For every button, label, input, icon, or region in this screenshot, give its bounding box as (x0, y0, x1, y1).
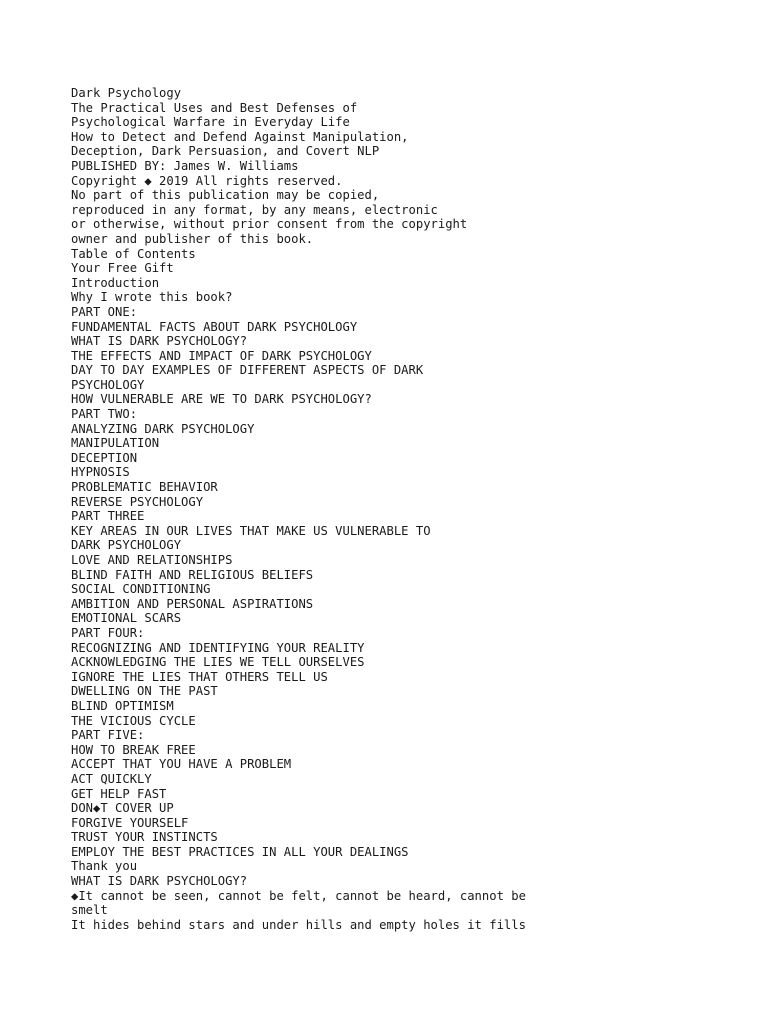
text-line: PUBLISHED BY: James W. Williams (71, 158, 299, 173)
text-line: HYPNOSIS (71, 465, 130, 480)
text-line: PART FIVE: (71, 728, 145, 743)
text-line: SOCIAL CONDITIONING (71, 582, 211, 597)
text-line: WHAT IS DARK PSYCHOLOGY? (71, 874, 248, 889)
text-line: FORGIVE YOURSELF (71, 815, 189, 830)
text-line: The Practical Uses and Best Defenses of (71, 100, 358, 115)
text-line: PROBLEMATIC BEHAVIOR (71, 480, 218, 495)
text-line: BLIND OPTIMISM (71, 698, 174, 713)
text-line: Thank you (71, 859, 138, 874)
text-line: How to Detect and Defend Against Manipulation, (71, 129, 409, 144)
text-line: DAY TO DAY EXAMPLES OF DIFFERENT ASPECTS OF DARK (71, 363, 424, 378)
text-line: ACCEPT THAT YOU HAVE A PROBLEM (71, 757, 292, 772)
text-line: Deception, Dark Persuasion, and Covert NLP (71, 144, 380, 159)
text-line: HOW VULNERABLE ARE WE TO DARK PSYCHOLOGY? (71, 392, 372, 407)
text-line: BLIND FAITH AND RELIGIOUS BELIEFS (71, 567, 314, 582)
text-line: No part of this publication may be copied, (71, 188, 380, 203)
text-line: Your Free Gift (71, 261, 174, 276)
text-line: Copyright ◆ 2019 All rights reserved. (71, 173, 343, 188)
text-line: FUNDAMENTAL FACTS ABOUT DARK PSYCHOLOGY (71, 319, 358, 334)
text-line: DARK PSYCHOLOGY (71, 538, 182, 553)
text-line: Dark Psychology (71, 86, 182, 100)
text-line: ACT QUICKLY (71, 771, 152, 786)
text-line: reproduced in any format, by any means, electronic (71, 202, 438, 217)
text-line: KEY AREAS IN OUR LIVES THAT MAKE US VULNERABLE TO (71, 523, 431, 538)
text-line: Psychological Warfare in Everyday Life (71, 115, 350, 130)
text-line: PART FOUR: (71, 625, 145, 640)
text-line: Table of Contents (71, 246, 196, 261)
text-line: HOW TO BREAK FREE (71, 742, 196, 757)
text-line: EMOTIONAL SCARS (71, 611, 182, 626)
text-line: owner and publisher of this book. (71, 231, 314, 246)
text-line: THE VICIOUS CYCLE (71, 713, 196, 728)
text-line: AMBITION AND PERSONAL ASPIRATIONS (71, 596, 314, 611)
text-line: DECEPTION (71, 450, 138, 465)
text-line: WHAT IS DARK PSYCHOLOGY? (71, 334, 248, 349)
text-line: smelt (71, 903, 108, 918)
text-line: ACKNOWLEDGING THE LIES WE TELL OURSELVES (71, 655, 365, 670)
text-line: RECOGNIZING AND IDENTIFYING YOUR REALITY (71, 640, 365, 655)
text-line: THE EFFECTS AND IMPACT OF DARK PSYCHOLOGY (71, 348, 372, 363)
text-line: or otherwise, without prior consent from the copyright (71, 217, 468, 232)
text-line: DON◆T COVER UP (71, 801, 174, 816)
text-line: ◆It cannot be seen, cannot be felt, cannot be heard, cannot be (71, 888, 526, 903)
text-line: Why I wrote this book? (71, 290, 233, 305)
text-line: PART TWO: (71, 407, 138, 422)
text-line: It hides behind stars and under hills and empty holes it fills (71, 917, 526, 932)
text-line: MANIPULATION (71, 436, 160, 451)
text-line: DWELLING ON THE PAST (71, 684, 218, 699)
document-text (71, 86, 768, 932)
text-line: EMPLOY THE BEST PRACTICES IN ALL YOUR DEALINGS (71, 844, 409, 859)
text-line: Introduction (71, 275, 160, 290)
text-line: REVERSE PSYCHOLOGY (71, 494, 204, 509)
text-line: GET HELP FAST (71, 786, 167, 801)
text-line: PART ONE: (71, 304, 138, 319)
text-line: LOVE AND RELATIONSHIPS (71, 553, 233, 567)
text-line: PSYCHOLOGY (71, 377, 145, 392)
text-line: ANALYZING DARK PSYCHOLOGY (71, 421, 255, 436)
text-line: TRUST YOUR INSTINCTS (71, 830, 218, 845)
text-line: IGNORE THE LIES THAT OTHERS TELL US (71, 669, 328, 684)
text-line: PART THREE (71, 509, 145, 524)
